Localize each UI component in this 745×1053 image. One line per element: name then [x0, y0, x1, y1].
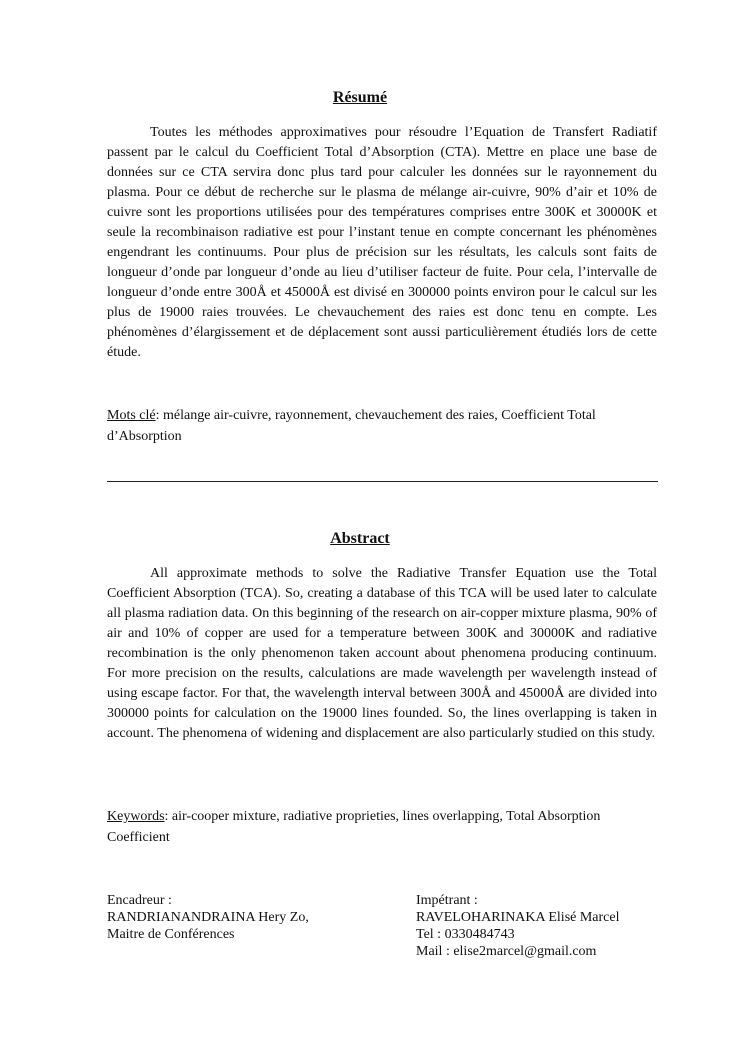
section-divider [107, 481, 658, 482]
resume-body: Toutes les méthodes approximatives pour résoudre l’Equation de Transfert Radiatif passent par le calcul du Coefficient Total d’Absorption (CTA). Mettre en place une base de données sur ce CTA servira donc plus tard pour calculer les données sur le rayonnement du plasma. Pour ce début de recherche sur le plasma de mélange air-cuivre, 90% d’air et 10% de cuivre sont les proportions utilisées pour des températures comprises entre 300K et 30000K et seule la recombinaison radiative est pour l’instant tenue en compte concernant les phénomènes engendrant les continuums. Pour plus de précision sur les résultats, les calculs sont faits de longueur d’onde par longueur d’onde au lieu d’utiliser facteur de fuite. Pour cela, l’intervalle de longueur d’onde entre 300Å et 45000Å est divisé en 300000 points environ pour le calcul sur les plus de 19000 raies trouvées. Le chevauchement des raies est donc tenu en compte. Les phénomènes d’élargissement et de déplacement sont aussi particulièrement étudiés lors de cette étude. [107, 125, 657, 360]
supervisor-title: Maitre de Conférences [107, 927, 235, 942]
supervisor-name: RANDRIANANDRAINA Hery Zo, [107, 910, 309, 925]
resume-title: Résumé [332, 89, 388, 106]
abstract-body: All approximate methods to solve the Radiative Transfer Equation use the Total Coefficient Absorption (TCA). So, creating a database of this TCA will be used later to calculate all plasma radiation data. On this beginning of the research on air-copper mixture plasma, 90% of air and 10% of copper are used for a temperature between 300K and 30000K and radiative recombination is the only phenomenon taken account about phenomena producing continuum. For more precision on the results, calculations are made wavelength per wavelength instead of using escape factor. For that, the wavelength interval between 300Å and 45000Å are divided into 300000 points for calculation on the 19000 lines founded. So, the lines overlapping is taken in account. The phenomena of widening and displacement are also particularly studied on this study. [107, 566, 657, 741]
abstract-keywords-label: Keywords [107, 809, 165, 824]
resume-keywords-text: : mélange air-cuivre, rayonnement, chevauchement des raies, Coefficient Total d’Absorption [107, 408, 596, 444]
resume-keywords-label: Mots clé [107, 408, 156, 423]
candidate-name: RAVELOHARINAKA Elisé Marcel [416, 910, 620, 925]
candidate-phone: Tel : 0330484743 [416, 927, 515, 942]
resume-keywords [107, 405, 657, 447]
candidate-block [416, 892, 620, 960]
supervisor-label: Encadreur : [107, 893, 172, 908]
abstract-title: Abstract [330, 530, 390, 547]
supervisor-block [107, 892, 309, 943]
abstract-keywords [107, 806, 657, 848]
candidate-email: Mail : elise2marcel@gmail.com [416, 944, 597, 959]
abstract-keywords-text: : air-cooper mixture, radiative proprieties, lines overlapping, Total Absorption Coefficient [107, 809, 601, 845]
candidate-label: Impétrant : [416, 893, 478, 908]
